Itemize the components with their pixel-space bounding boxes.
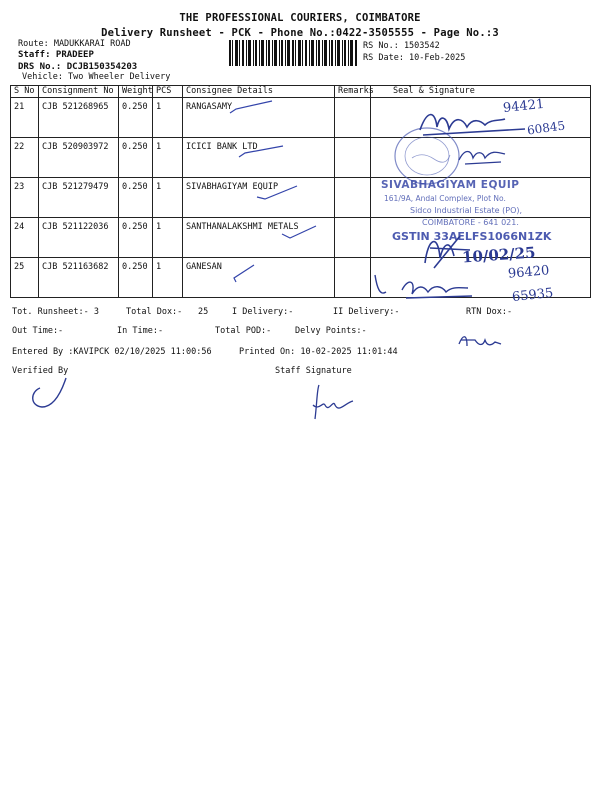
tick-row21 [228,99,278,119]
cell-pcs: 1 [153,218,183,258]
cell-consignee: SIVABHAGIYAM EQUIP [183,178,335,218]
total-dox-label: Total Dox:- [126,307,183,317]
cell-pcs: 1 [153,258,183,298]
out-time-label: Out Time:- [12,326,64,336]
col-header-sno: S No [11,86,39,98]
verified-by-label: Verified By [12,366,69,376]
rs-number: RS No.: 1503542 [363,41,440,51]
printed-on: Printed On: 10-02-2025 11:01:44 [239,347,398,357]
cell-sno: 22 [11,138,39,178]
col-header-weight: Weight [119,86,153,98]
total-pod-label: Total POD:- [215,326,272,336]
tick-row22 [237,143,287,163]
tick-row25 [230,262,260,287]
rs-date: RS Date: 10-Feb-2025 [363,53,466,63]
stamp-address-line3: COIMBATORE - 641 021. [422,218,519,227]
cell-consignee: RANGASAMY [183,98,335,138]
staff-label: Staff: PRADEEP [18,50,94,60]
barcode [229,40,357,66]
staff-signature-label: Staff Signature [275,366,352,376]
i-delivery-label: I Delivery:- [232,307,294,317]
ii-delivery-label: II Delivery:- [333,307,400,317]
col-header-seal: Seal & Signature [371,86,591,98]
col-header-remarks: Remarks [335,86,371,98]
drs-number: DRS No.: DCJB150354203 [18,62,138,72]
cell-consignment: CJB 521268965 [39,98,119,138]
signature-row22 [455,142,515,172]
signature-row25 [372,270,502,310]
cell-consignee: GANESAN [183,258,335,298]
handwritten-mobile-row25: 96420 [507,263,550,282]
entered-by: Entered By :KAVIPCK 02/10/2025 11:00:56 [12,347,212,357]
tick-row23 [255,183,300,203]
verified-signature [28,374,70,412]
cell-weight: 0.250 [119,178,153,218]
handwritten-extra-row21: 60845 [526,118,566,138]
col-header-pcs: PCS [153,86,183,98]
cell-remarks [335,178,371,218]
cell-sno: 23 [11,178,39,218]
cell-consignment: CJB 521122036 [39,218,119,258]
cell-pcs: 1 [153,178,183,218]
handwritten-extra-row25: 65935 [511,285,555,306]
total-runsheet: Tot. Runsheet:- 3 [12,307,99,317]
stamp-address-line1: 161/9A, Andal Complex, Plot No. [384,194,506,203]
col-header-consignee: Consignee Details [183,86,335,98]
cell-remarks [335,218,371,258]
stamp-company-name: SIVABHAGIYAM EQUIP [381,179,520,191]
cell-weight: 0.250 [119,138,153,178]
cell-sno: 24 [11,218,39,258]
handwritten-date-row24: 10/02/25 [461,243,537,267]
in-time-label: In Time:- [117,326,164,336]
cell-consignment: CJB 520903972 [39,138,119,178]
total-dox-value: 25 [198,307,209,317]
cell-remarks [335,138,371,178]
staff-signature [305,383,360,423]
handwritten-mobile-row21: 94421 [502,96,546,117]
cell-sno: 25 [11,258,39,298]
cell-sno: 21 [11,98,39,138]
cell-weight: 0.250 [119,258,153,298]
cell-weight: 0.250 [119,218,153,258]
initials-signature [455,330,505,352]
cell-pcs: 1 [153,98,183,138]
cell-remarks [335,258,371,298]
runsheet-subtitle: Delivery Runsheet - PCK - Phone No.:0422-3505555 - Page No.:3 [101,27,499,39]
cell-consignment: CJB 521279479 [39,178,119,218]
company-title: THE PROFESSIONAL COURIERS, COIMBATORE [179,12,421,24]
cell-pcs: 1 [153,138,183,178]
rtn-dox-label: RTN Dox:- [466,307,513,317]
stamp-gstin: GSTIN 33AELFS1066N1ZK [392,230,552,243]
stamp-address-line2: Sidco Industrial Estate (PO), [410,206,523,215]
vehicle-label: Vehicle: Two Wheeler Delivery [22,72,171,82]
tick-row24 [280,222,320,242]
cell-consignee: SANTHANALAKSHMI METALS [183,218,335,258]
table-header-row [11,86,591,98]
route-label: Route: MADUKKARAI ROAD [18,39,131,49]
cell-weight: 0.250 [119,98,153,138]
cell-consignment: CJB 521163682 [39,258,119,298]
delvy-points-label: Delvy Points:- [295,326,367,336]
col-header-consignment: Consignment No [39,86,119,98]
cell-consignee: ICICI BANK LTD [183,138,335,178]
cell-remarks [335,98,371,138]
